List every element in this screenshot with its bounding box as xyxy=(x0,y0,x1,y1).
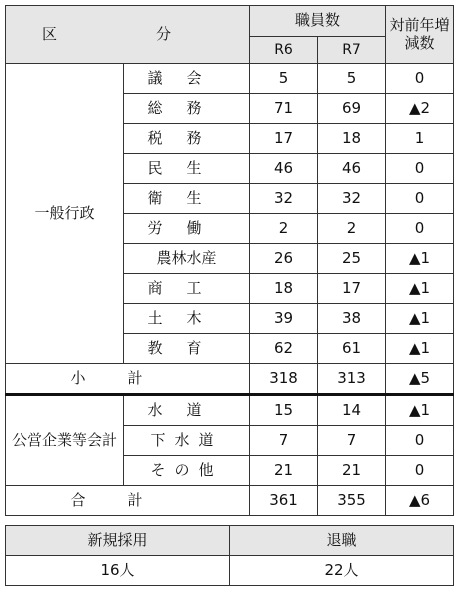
r6-value: 26 xyxy=(250,244,318,274)
r7-value: 46 xyxy=(318,154,386,184)
total-change: ▲6 xyxy=(386,486,454,516)
r6-value: 15 xyxy=(250,395,318,426)
r7-value: 17 xyxy=(318,274,386,304)
r7-value: 61 xyxy=(318,334,386,364)
change-value: 0 xyxy=(386,214,454,244)
row-name: 労働 xyxy=(124,214,250,244)
row-name: 総務 xyxy=(124,94,250,124)
r6-value: 21 xyxy=(250,456,318,486)
r7-value: 18 xyxy=(318,124,386,154)
retirements-value: 22人 xyxy=(230,556,454,586)
r6-value: 18 xyxy=(250,274,318,304)
r7-header: R7 xyxy=(318,37,386,64)
row-name: 教育 xyxy=(124,334,250,364)
change-value: ▲1 xyxy=(386,304,454,334)
change-value: ▲1 xyxy=(386,274,454,304)
change-value: ▲2 xyxy=(386,94,454,124)
r7-value: 7 xyxy=(318,426,386,456)
total-r7: 355 xyxy=(318,486,386,516)
r6-value: 39 xyxy=(250,304,318,334)
r7-value: 2 xyxy=(318,214,386,244)
r6-value: 71 xyxy=(250,94,318,124)
new-hires-value: 16人 xyxy=(6,556,230,586)
change-value: 0 xyxy=(386,64,454,94)
change-value: ▲1 xyxy=(386,244,454,274)
row-name: 農林水産 xyxy=(124,244,250,274)
change-header: 対前年増減数 xyxy=(386,6,454,64)
subtotal-row xyxy=(6,364,454,395)
row-name: 民生 xyxy=(124,154,250,184)
r7-value: 69 xyxy=(318,94,386,124)
subtotal-change: ▲5 xyxy=(386,364,454,395)
row-name: その他 xyxy=(124,456,250,486)
total-label: 合計 xyxy=(6,486,250,516)
r6-value: 32 xyxy=(250,184,318,214)
table-row xyxy=(6,64,454,94)
change-value: ▲1 xyxy=(386,395,454,426)
r6-value: 5 xyxy=(250,64,318,94)
r6-value: 17 xyxy=(250,124,318,154)
r6-value: 62 xyxy=(250,334,318,364)
category-header: 区 分 xyxy=(6,6,250,64)
row-name: 土木 xyxy=(124,304,250,334)
change-value: 0 xyxy=(386,456,454,486)
subtotal-r6: 318 xyxy=(250,364,318,395)
r7-value: 25 xyxy=(318,244,386,274)
change-value: 1 xyxy=(386,124,454,154)
r7-value: 14 xyxy=(318,395,386,426)
row-name: 下水道 xyxy=(124,426,250,456)
r7-value: 21 xyxy=(318,456,386,486)
row-name: 衛生 xyxy=(124,184,250,214)
retirements-header: 退職 xyxy=(230,526,454,556)
r6-value: 46 xyxy=(250,154,318,184)
row-name: 税務 xyxy=(124,124,250,154)
public-enterprise-label: 公営企業等会計 xyxy=(6,395,124,486)
change-value: ▲1 xyxy=(386,334,454,364)
subtotal-label: 小計 xyxy=(6,364,250,395)
r7-value: 38 xyxy=(318,304,386,334)
staff-count-table xyxy=(5,5,454,516)
r6-value: 2 xyxy=(250,214,318,244)
row-name: 商工 xyxy=(124,274,250,304)
new-hires-header: 新規採用 xyxy=(6,526,230,556)
row-name: 議会 xyxy=(124,64,250,94)
table-row xyxy=(6,395,454,426)
change-value: 0 xyxy=(386,184,454,214)
total-row xyxy=(6,486,454,516)
general-admin-label: 一般行政 xyxy=(6,64,124,364)
r7-value: 32 xyxy=(318,184,386,214)
total-r6: 361 xyxy=(250,486,318,516)
r6-header: R6 xyxy=(250,37,318,64)
hiring-summary-table xyxy=(5,525,454,586)
subtotal-r7: 313 xyxy=(318,364,386,395)
change-value: 0 xyxy=(386,426,454,456)
change-value: 0 xyxy=(386,154,454,184)
r7-value: 5 xyxy=(318,64,386,94)
r6-value: 7 xyxy=(250,426,318,456)
staff-count-header: 職員数 xyxy=(250,6,386,37)
row-name: 水道 xyxy=(124,395,250,426)
